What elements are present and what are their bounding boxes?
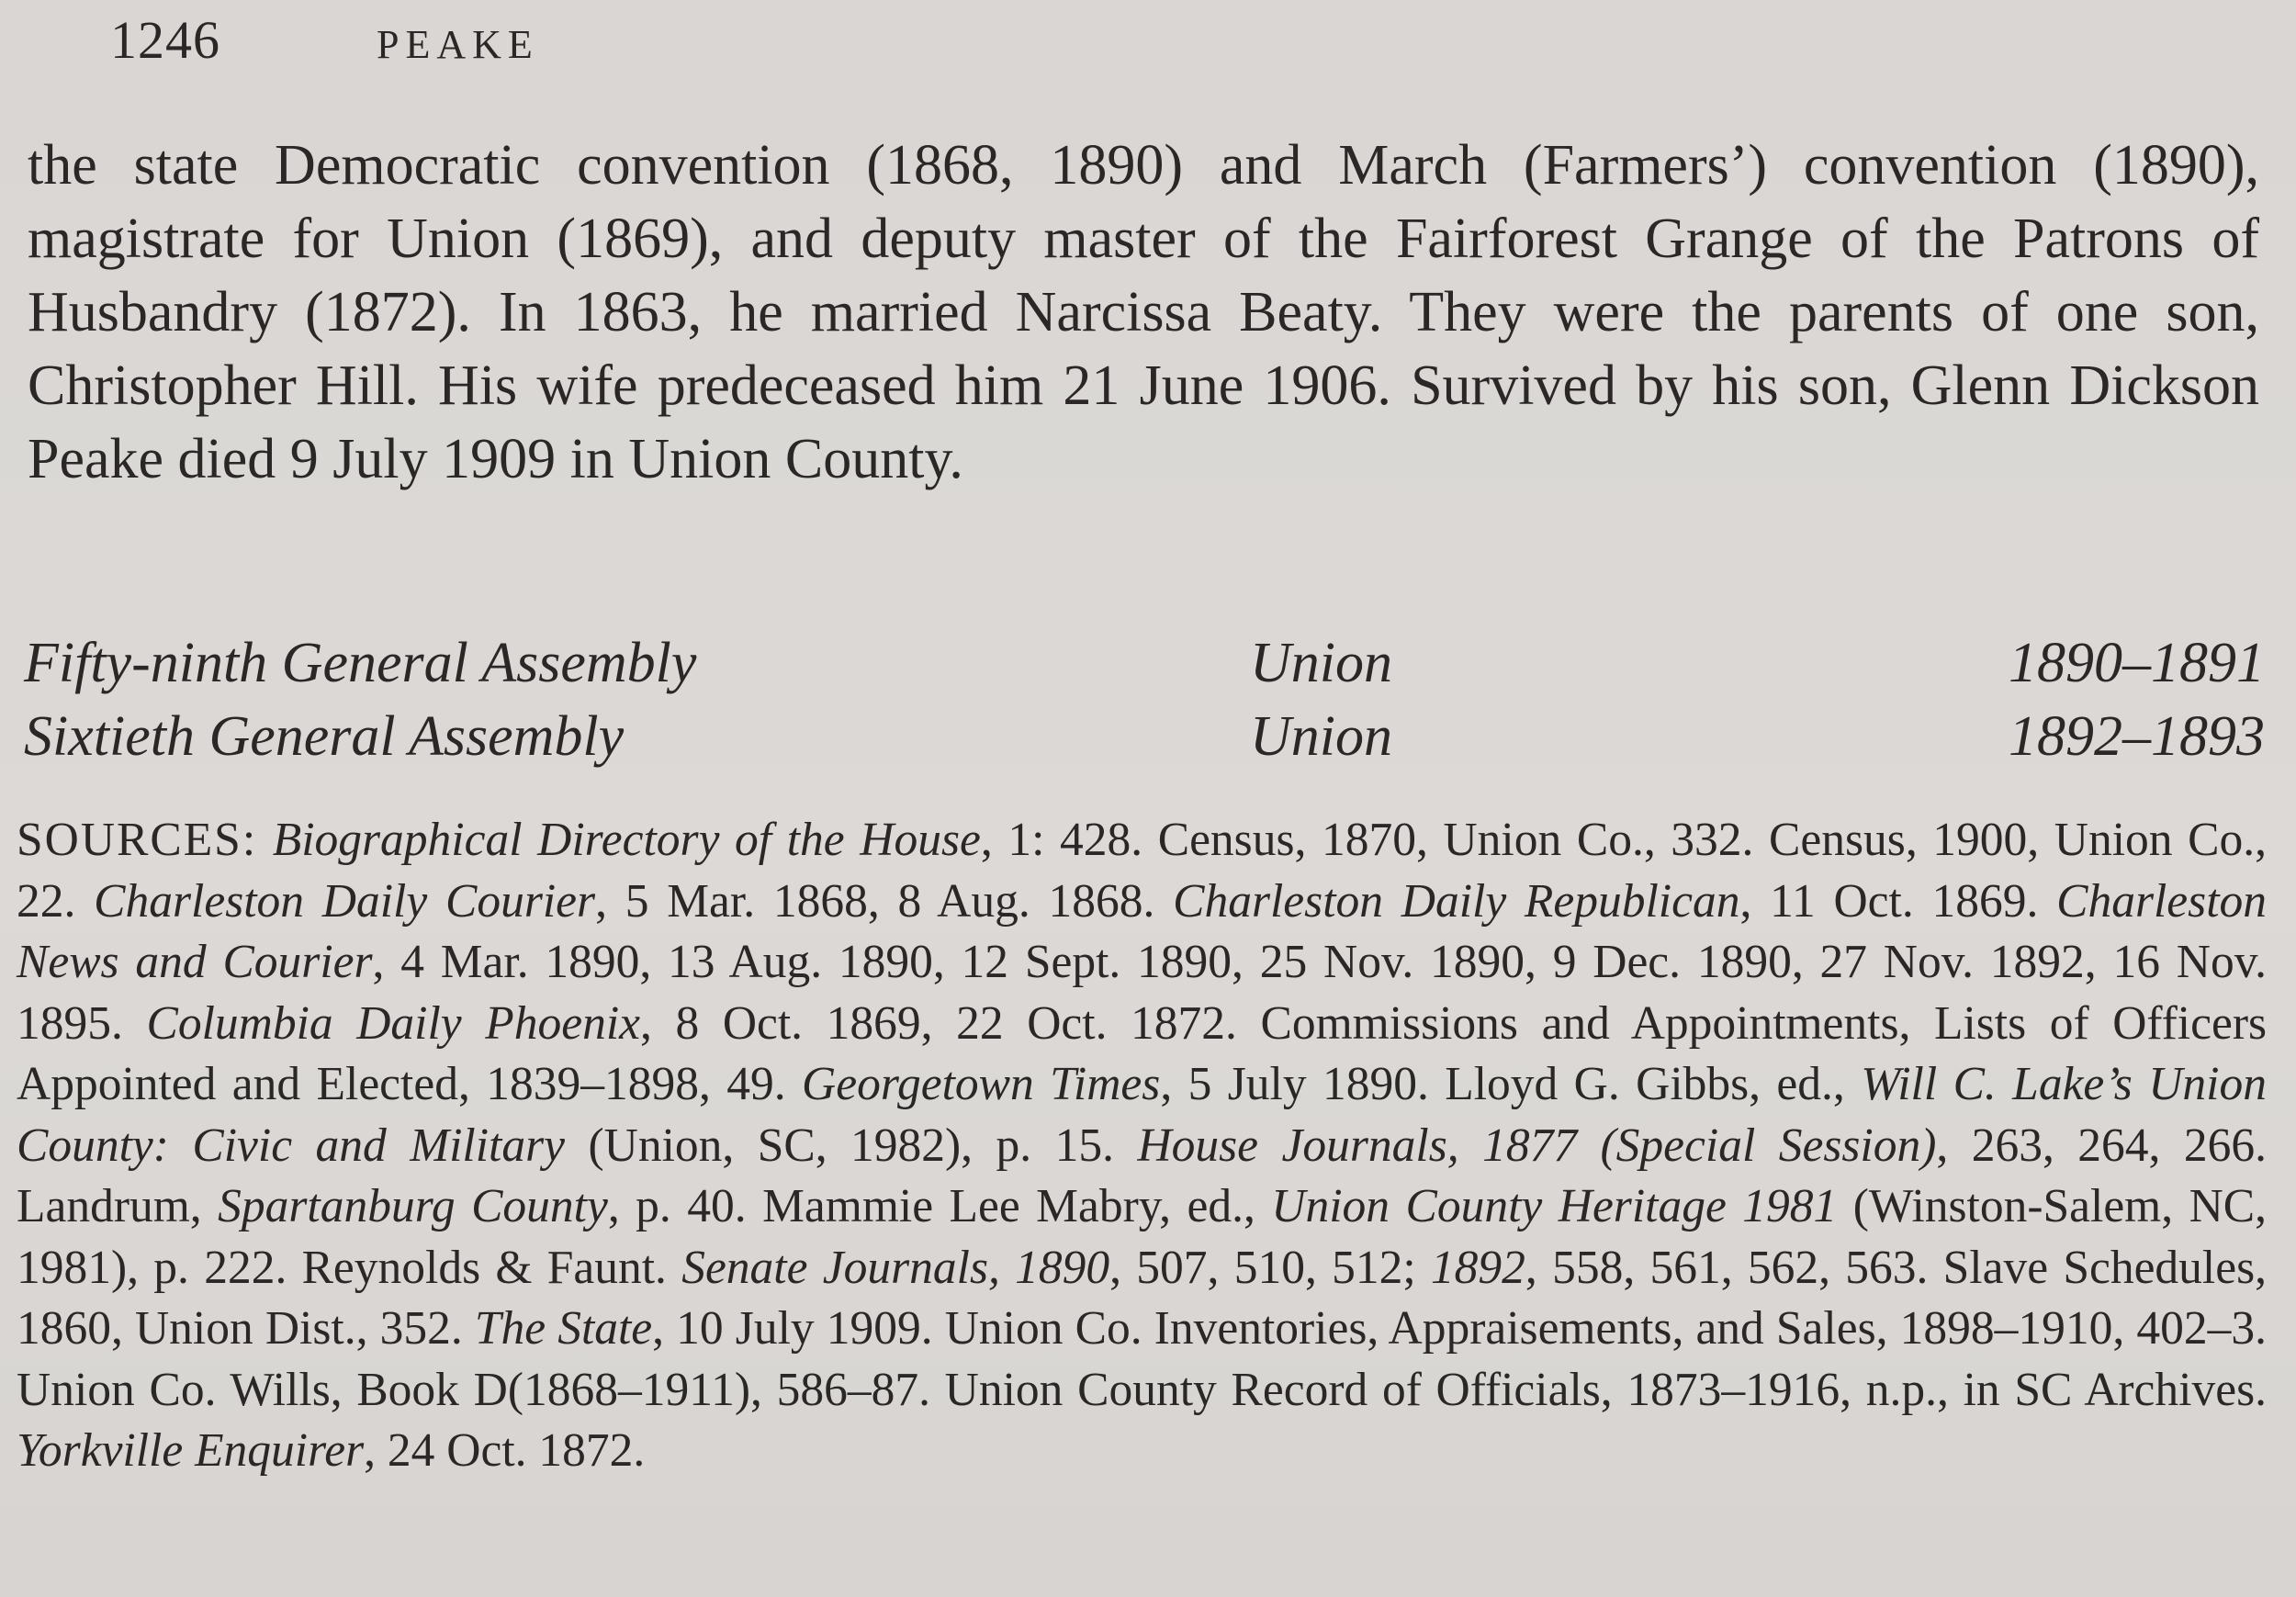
citation-title: Will C. Lake’s Union County: Civic and Military	[17, 1058, 2267, 1172]
assembly-name: Fifty-ninth General Assembly	[24, 632, 697, 694]
citation-text: , 4 Mar. 1890, 13 Aug. 1890, 12 Sept. 1890, 25 Nov. 1890, 9 Dec. 1890, 27 Nov. 1892, 16 Nov. 1895.	[17, 936, 2267, 1050]
citation-text: , 10 July 1909. Union Co. Inventories, Appraisements, and Sales, 1898–1910, 402–3. Union Co. Wills, Book D(1868–1911), 586–87. Union County Record of Officials, 1873–1916, n.p., in SC Archives.	[17, 1302, 2267, 1416]
citation-title: 1892	[1430, 1241, 1525, 1294]
citation-text: , 5 Mar. 1868, 8 Aug. 1868.	[595, 874, 1174, 928]
citation-text: , 1: 428. Census, 1870, Union Co., 332. Census, 1900, Union Co., 22.	[17, 814, 2268, 928]
citation-title: Yorkville Enquirer	[17, 1424, 365, 1477]
service-record-table	[24, 626, 2265, 773]
citation-title: Charleston News and Courier	[17, 874, 2268, 988]
citation-text: , 8 Oct. 1869, 22 Oct. 1872. Commissions and Appointments, Lists of Officers Appointed and Elected, 1839–1898, 49.	[17, 996, 2268, 1110]
citation-text: (Union, SC, 1982), p. 15.	[565, 1119, 1138, 1172]
citation-title: Senate Journals, 1890	[681, 1241, 1110, 1294]
sources-label: SOURCES:	[17, 814, 258, 866]
citation-title: Charleston Daily Republican	[1173, 874, 1740, 928]
sources-paragraph	[17, 810, 2267, 1482]
citation-title: The State	[474, 1302, 653, 1355]
citation-title: Columbia Daily Phoenix	[146, 996, 640, 1050]
citation-title: Spartanburg County	[218, 1180, 608, 1232]
citation-text: , 507, 510, 512;	[1109, 1241, 1431, 1294]
service-row	[24, 700, 2265, 773]
citation-title: Georgetown Times	[802, 1058, 1161, 1110]
citation-text: , p. 40. Mammie Lee Mabry, ed.,	[607, 1180, 1272, 1232]
citation-title: Charleston Daily Courier	[94, 874, 596, 928]
assembly-name: Sixtieth General Assembly	[24, 705, 625, 768]
county-name: Union	[1250, 632, 1392, 694]
county-name: Union	[1250, 705, 1392, 768]
service-row	[24, 626, 2265, 700]
citation-text: (Winston-Salem, NC, 1981), p. 222. Reynolds & Faunt.	[17, 1180, 2268, 1294]
citation-text: , 11 Oct. 1869.	[1739, 874, 2057, 928]
citation-text: , 5 July 1890. Lloyd G. Gibbs, ed.,	[1160, 1058, 1862, 1110]
citation-text: , 558, 561, 562, 563. Slave Schedules, 1860, Union Dist., 352.	[17, 1241, 2268, 1355]
page-number: 1246	[110, 10, 220, 70]
citation-text: , 24 Oct. 1872.	[364, 1424, 646, 1477]
service-years: 1892–1893	[2009, 705, 2265, 768]
citation-text	[257, 814, 273, 866]
sources-citations	[17, 814, 2267, 1477]
citation-title: Union County Heritage 1981	[1271, 1180, 1838, 1232]
biography-paragraph: the state Democratic convention (1868, 1890) and March (Farmers’) convention (1890), magistrate for Union (1869), and deputy master of the Fairforest Grange of the Patrons of Husbandry (1872). In 1863, he married Narcissa Beaty. They were the parents of one son, Christopher Hill. His wife predeceased him 21 June 1906. Survived by his son, Glenn Dickson Peake died 9 July 1909 in Union County.	[28, 134, 2259, 490]
service-years: 1890–1891	[2009, 632, 2265, 694]
citation-title: Biographical Directory of the House	[272, 814, 981, 866]
running-head	[110, 9, 539, 92]
citation-title: House Journals, 1877 (Special Session)	[1137, 1119, 1937, 1172]
citation-text: , 263, 264, 266. Landrum,	[17, 1119, 2267, 1232]
running-title: PEAKE	[377, 22, 539, 67]
